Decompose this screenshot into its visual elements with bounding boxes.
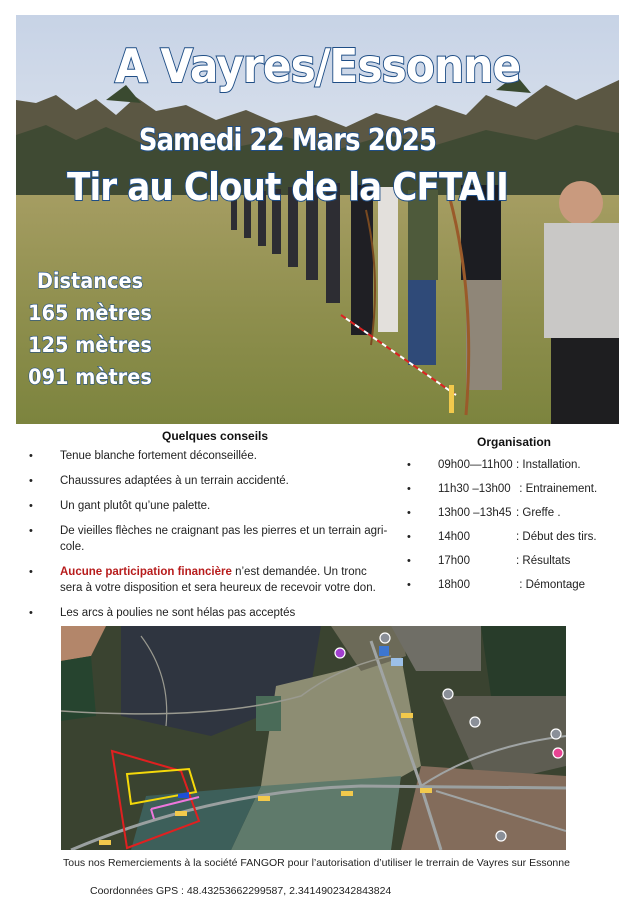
schedule-label: : Démontage	[516, 579, 586, 591]
bullet-icon: •	[407, 459, 411, 471]
tip-text: Les arcs à poulies ne sont hélas pas acceptés	[60, 607, 296, 619]
bullet-icon: •	[407, 507, 411, 519]
event-name: Tir au Clout de la CFTAII	[67, 165, 508, 209]
bullet-icon: •	[29, 475, 33, 487]
schedule-item	[398, 505, 628, 529]
distances-block	[20, 265, 160, 393]
tip-text: Un gant plutôt qu’une palette.	[60, 500, 211, 512]
schedule-item	[398, 553, 628, 577]
schedule-item	[398, 481, 628, 505]
schedule-label: : Début des tirs.	[516, 531, 597, 543]
tip-highlight: Aucune participation financière	[60, 566, 232, 578]
schedule-item	[398, 457, 628, 481]
bullet-icon: •	[29, 450, 33, 462]
bullet-icon: •	[29, 607, 33, 619]
organisation-heading: Organisation	[477, 435, 552, 449]
tip-item	[20, 605, 390, 621]
location-title: A Vayres/Essonne	[114, 39, 521, 93]
distance-item: 165 mètres	[28, 301, 152, 325]
tip-item	[20, 448, 390, 464]
bullet-icon: •	[407, 531, 411, 543]
tip-item	[20, 473, 390, 489]
tip-item	[20, 523, 390, 555]
distance-item: 125 mètres	[28, 333, 152, 357]
gps-coordinates: Coordonnées GPS : 48.43253662299587, 2.3414902342843824	[90, 885, 392, 897]
distances-heading: Distances	[36, 269, 144, 293]
bullet-icon: •	[29, 566, 33, 578]
schedule-list	[398, 457, 628, 601]
schedule-label: : Installation.	[516, 459, 581, 471]
bullet-icon: •	[29, 525, 33, 537]
acknowledgement-text: Tous nos Remerciements à la société FANGOR pour l’autorisation d’utiliser le trerrain de Vayres sur Essonne	[63, 857, 570, 869]
schedule-time: 17h00	[438, 555, 470, 567]
event-date: Samedi 22 Mars 2025	[138, 123, 437, 158]
tip-text: Chaussures adaptées à un terrain accidenté.	[60, 475, 289, 487]
tip-item	[20, 564, 390, 596]
schedule-time: 13h00 –13h45	[438, 507, 512, 519]
distance-item: 091 mètres	[28, 365, 152, 389]
schedule-time: 09h00—11h00	[438, 459, 513, 471]
schedule-item	[398, 529, 628, 553]
bullet-icon: •	[407, 483, 411, 495]
schedule-item	[398, 577, 628, 601]
schedule-label: : Greffe .	[516, 507, 561, 519]
bullet-icon: •	[407, 555, 411, 567]
tips-heading: Quelques conseils	[162, 429, 269, 443]
schedule-time: 14h00	[438, 531, 470, 543]
satellite-map[interactable]	[61, 626, 566, 850]
bullet-icon: •	[29, 500, 33, 512]
schedule-time: 18h00	[438, 579, 470, 591]
tips-list	[20, 448, 390, 630]
tip-item	[20, 498, 390, 514]
tip-text: Tenue blanche fortement déconseillée.	[60, 450, 257, 462]
bullet-icon: •	[407, 579, 411, 591]
hero-photo	[16, 15, 619, 424]
tip-text: n’est demandée. Un tronc sera à votre disposition et sera heureux de recevoir votre don.	[60, 566, 376, 594]
schedule-label: : Résultats	[516, 555, 571, 567]
tip-text: De vieilles flèches ne craignant pas les pierres et un terrain agri-cole.	[60, 525, 388, 553]
satellite-map-image	[61, 626, 566, 850]
schedule-time: 11h30 –13h00	[438, 483, 511, 495]
schedule-label: : Entrainement.	[516, 483, 598, 495]
